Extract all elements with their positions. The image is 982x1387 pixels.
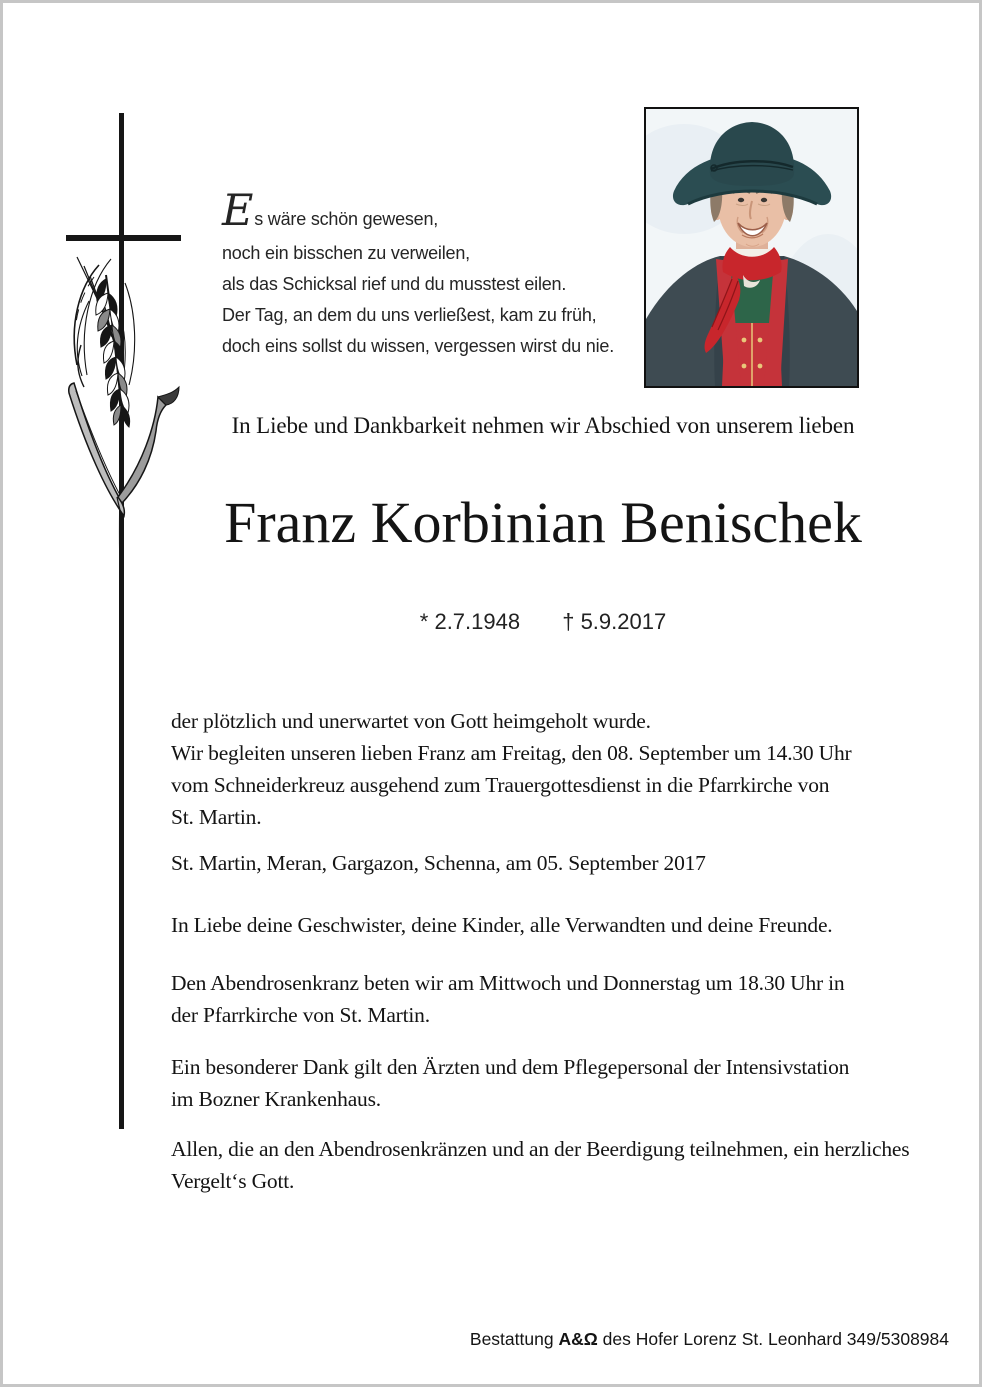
- deceased-name: Franz Korbinian Benischek: [224, 490, 862, 555]
- memorial-poem: [222, 186, 652, 362]
- poem-line: Der Tag, an dem du uns verließest, kam zu früh,: [222, 305, 597, 325]
- footer-suffix: des Hofer Lorenz St. Leonhard 349/5308984: [602, 1329, 949, 1349]
- body-line: im Bozner Krankenhaus.: [171, 1087, 381, 1111]
- life-dates: [153, 609, 933, 635]
- paragraph-gratitude: [171, 1133, 971, 1197]
- cross-icon-crossbar: [66, 235, 181, 241]
- body-line: der Pfarrkirche von St. Martin.: [171, 1003, 430, 1027]
- poem-line: noch ein bisschen zu verweilen,: [222, 243, 470, 263]
- poem-line: als das Schicksal rief und du musstest eilen.: [222, 274, 567, 294]
- funeral-home-credit: [470, 1329, 949, 1350]
- body-line: Ein besonderer Dank gilt den Ärzten und dem Pflegepersonal der Intensivstation: [171, 1055, 850, 1079]
- body-line: St. Martin.: [171, 805, 262, 829]
- body-line: Vergelt‘s Gott.: [171, 1169, 295, 1193]
- body-line: Den Abendrosenkranz beten wir am Mittwoch und Donnerstag um 18.30 Uhr in: [171, 971, 845, 995]
- birth-date: * 2.7.1948: [419, 609, 521, 634]
- body-line: vom Schneiderkreuz ausgehend zum Trauergottesdienst in die Pfarrkirche von: [171, 773, 830, 797]
- farewell-intro-line: In Liebe und Dankbarkeit nehmen wir Abschied von unserem lieben: [231, 413, 855, 438]
- body-line: der plötzlich und unerwartet von Gott heimgeholt wurde.: [171, 709, 651, 733]
- death-date: † 5.9.2017: [562, 609, 667, 634]
- paragraph-family: [171, 909, 971, 941]
- paragraph-places-date: [171, 847, 971, 879]
- portrait-photo: [644, 107, 859, 388]
- body-line: Allen, die an den Abendrosenkränzen und an der Beerdigung teilnehmen, ein herzliches: [171, 1137, 910, 1161]
- body-line: In Liebe deine Geschwister, deine Kinder, alle Verwandten und deine Freunde.: [171, 913, 833, 937]
- paragraph-thanks: [171, 1051, 971, 1115]
- footer-brand-alpha-omega: A&Ω: [558, 1329, 598, 1349]
- paragraph-funeral-procession: [171, 705, 971, 833]
- poem-line: [222, 186, 652, 238]
- paragraph-rosary: [171, 967, 971, 1031]
- body-line: St. Martin, Meran, Gargazon, Schenna, am 05. September 2017: [171, 851, 706, 875]
- poem-dropcap: E: [222, 186, 254, 236]
- poem-line: doch eins sollst du wissen, vergessen wirst du nie.: [222, 336, 614, 356]
- body-line: Wir begleiten unseren lieben Franz am Freitag, den 08. September um 14.30 Uhr: [171, 741, 852, 765]
- footer-prefix: Bestattung: [469, 1329, 554, 1349]
- announcement-body: [171, 705, 971, 1197]
- poem-line-text: s wäre schön gewesen,: [254, 209, 439, 229]
